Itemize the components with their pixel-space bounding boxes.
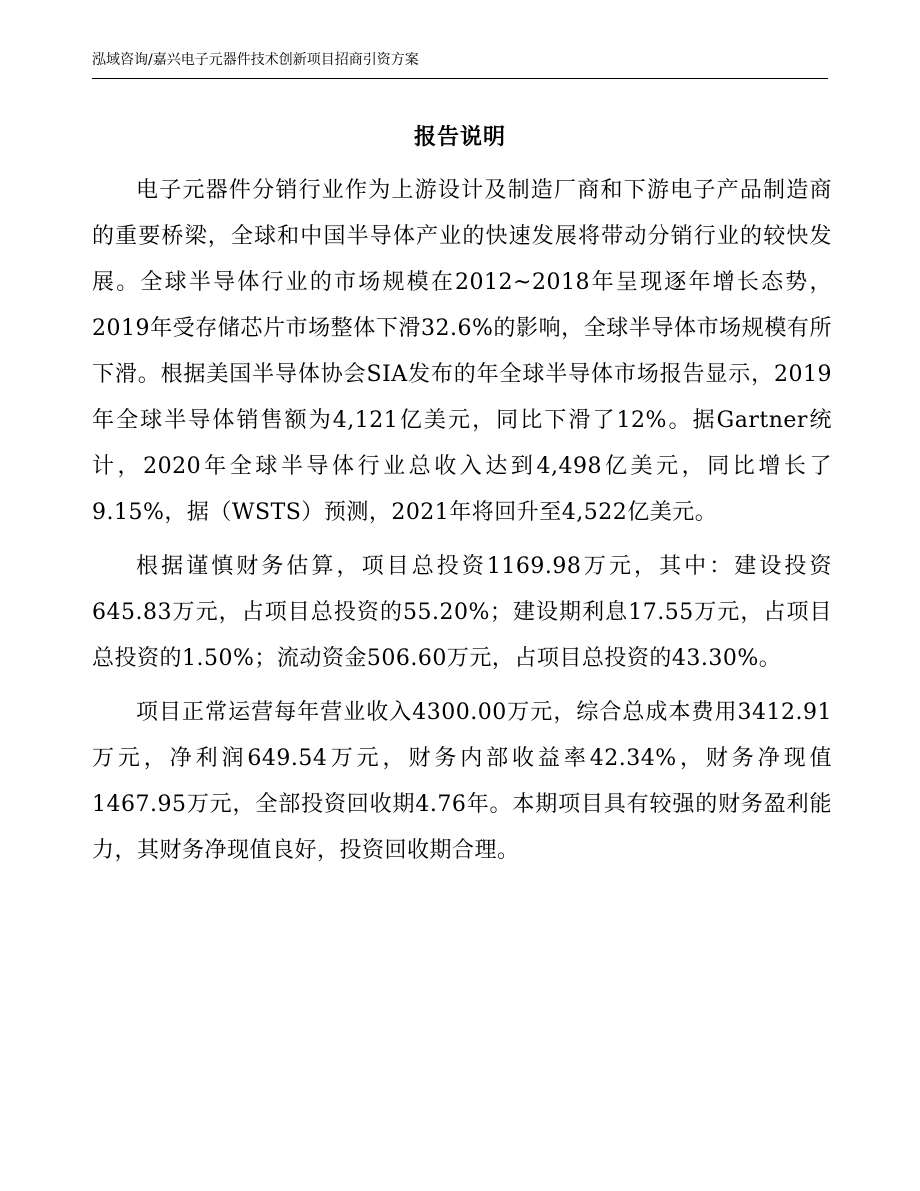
paragraph-revenue: 项目正常运营每年营业收入4300.00万元，综合总成本费用3412.91万元，净利润649.54万元，财务内部收益率42.34%，财务净现值1467.95万元，全部投资回收期4.76年。本期项目具有较强的财务盈利能力，其财务净现值良好，投资回收期合理。 <box>92 700 832 863</box>
report-body <box>92 168 832 882</box>
page-header <box>92 50 828 79</box>
header-text: 泓域咨询/嘉兴电子元器件技术创新项目招商引资方案 <box>92 52 419 68</box>
paragraph-industry: 电子元器件分销行业作为上游设计及制造厂商和下游电子产品制造商的重要桥梁，全球和中国半导体产业的快速发展将带动分销行业的较快发展。全球半导体行业的市场规模在2012~2018年呈现逐年增长态势，2019年受存储芯片市场整体下滑32.6%的影响，全球半导体市场规模有所下滑。根据美国半导体协会SIA发布的年全球半导体市场报告显示，2019年全球半导体销售额为4,121亿美元，同比下滑了12%。据Gartner统计，2020年全球半导体行业总收入达到4,498亿美元，同比增长了9.15%，据（WSTS）预测，2021年将回升至4,522亿美元。 <box>92 178 832 525</box>
page-title: 报告说明 <box>413 125 506 150</box>
paragraph-investment: 根据谨慎财务估算，项目总投资1169.98万元，其中：建设投资645.83万元，占项目总投资的55.20%；建设期利息17.55万元，占项目总投资的1.50%；流动资金506.60万元，占项目总投资的43.30%。 <box>92 554 832 671</box>
